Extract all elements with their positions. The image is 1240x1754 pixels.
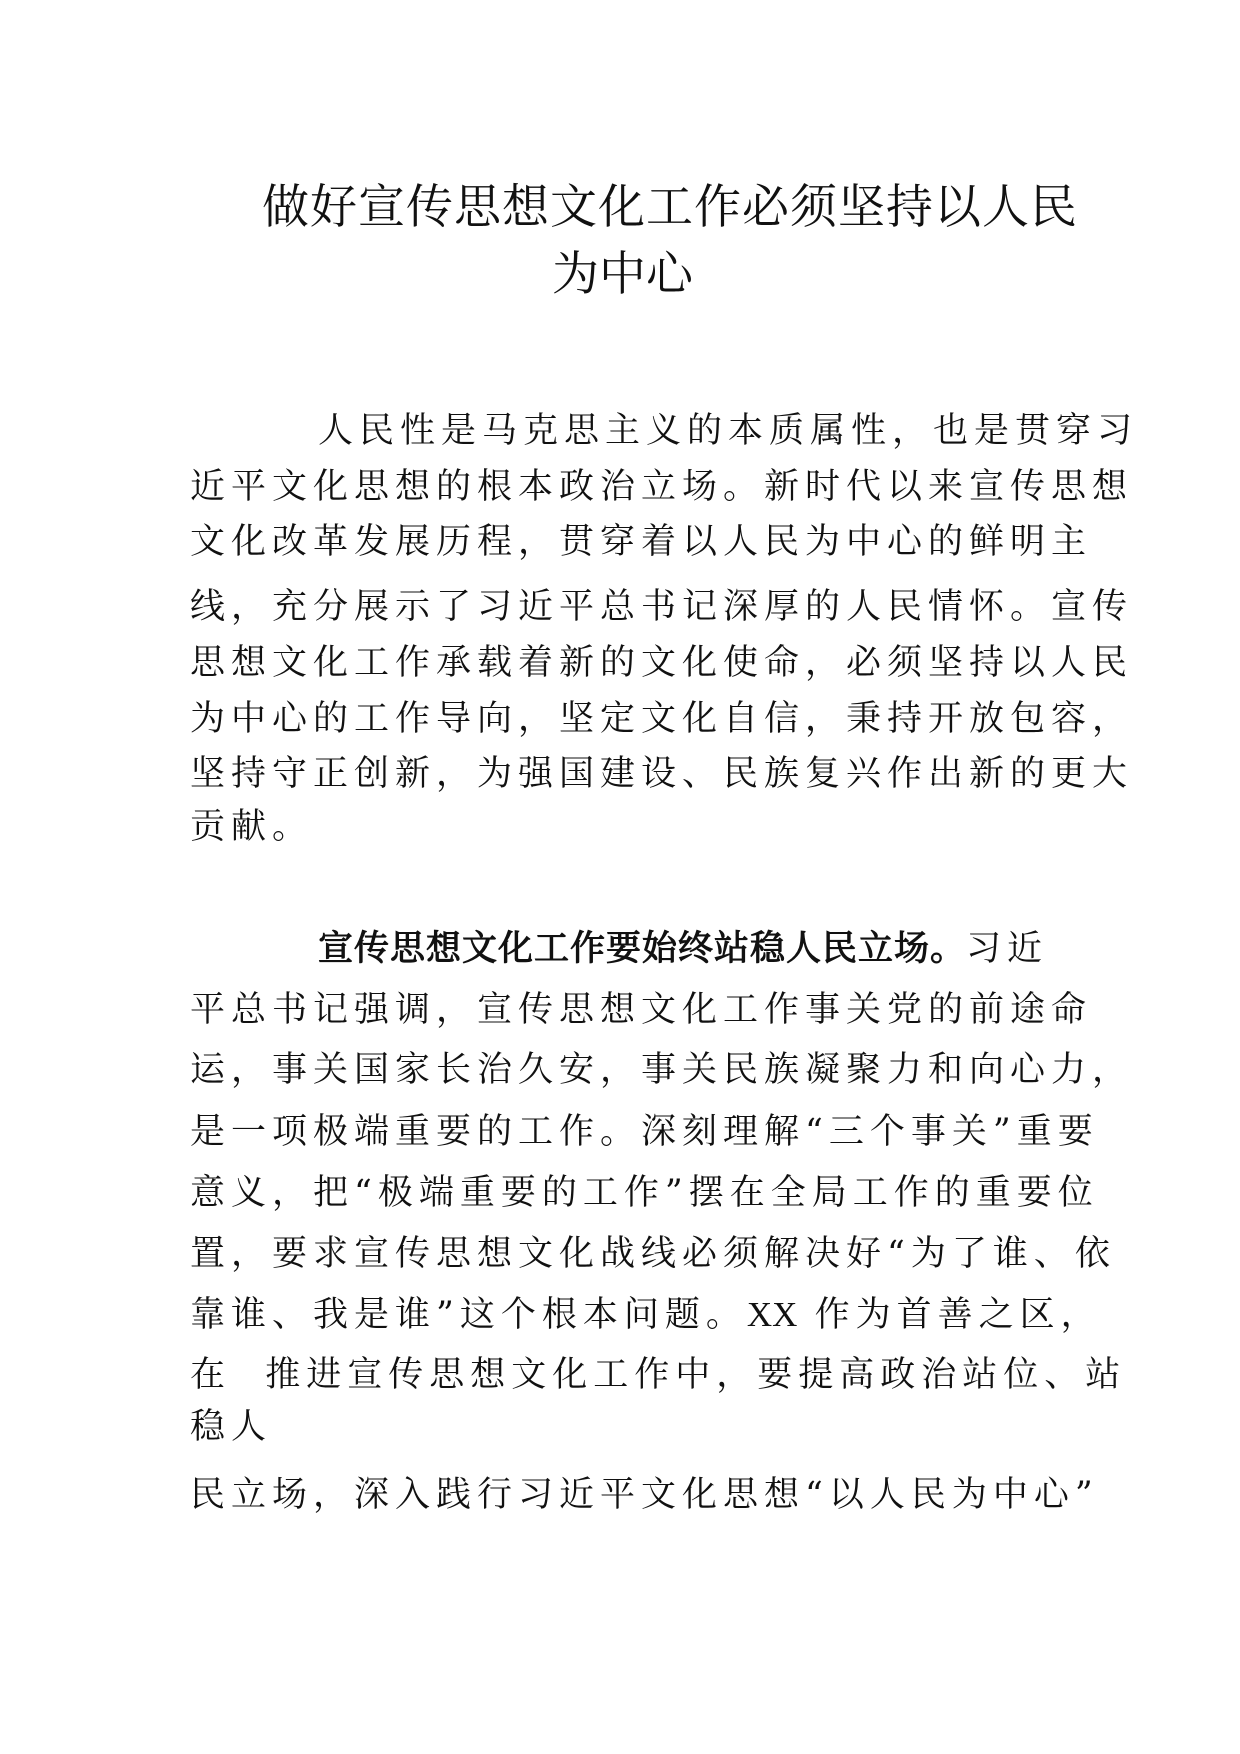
- paragraph-2-line: 意义，把“极端重要的工作”摆在全局工作的重要位: [190, 1173, 1099, 1213]
- paragraph-1-line: 坚持守正创新，为强国建设、民族复兴作出新的更大: [190, 754, 1134, 794]
- paragraph-2-first-line: [318, 929, 1049, 969]
- paragraph-2-line-8-pre: 靠谁、我是谁”这个根本问题。: [190, 1295, 747, 1335]
- paragraph-2-first-line-rest: 习近: [966, 929, 1049, 969]
- paragraph-2-line: 在 推进宣传思想文化工作中，要提高政治站位、站: [190, 1355, 1127, 1395]
- paragraph-1-line: 文化改革发展历程，贯穿着以人民为中心的鲜明主: [190, 522, 1093, 562]
- paragraph-1-line: 思想文化工作承载着新的文化使命，必须坚持以人民: [190, 643, 1134, 683]
- document-title-line-1: 做好宣传思想文化工作必须坚持以人民: [262, 180, 1078, 235]
- paragraph-2-line: 民立场，深入践行习近平文化思想“以人民为中心”: [190, 1475, 1099, 1515]
- paragraph-1-line: 贡献。: [190, 807, 314, 847]
- paragraph-1-line: 线，充分展示了习近平总书记深厚的人民情怀。宣传: [190, 587, 1134, 627]
- paragraph-1-line: 近平文化思想的根本政治立场。新时代以来宣传思想: [190, 467, 1134, 507]
- paragraph-2-line-8: [190, 1297, 1102, 1333]
- paragraph-2-line: 运，事关国家长治久安，事关民族凝聚力和向心力，: [190, 1050, 1134, 1090]
- paragraph-2-line-8-latin: XX: [746, 1295, 798, 1334]
- document-title-line-2: 为中心: [552, 247, 693, 302]
- paragraph-1-line: 人民性是马克思主义的本质属性，也是贯穿习: [318, 411, 1139, 451]
- paragraph-2-line: 平总书记强调，宣传思想文化工作事关党的前途命: [190, 990, 1093, 1030]
- paragraph-2-line: 是一项极端重要的工作。深刻理解“三个事关”重要: [190, 1112, 1099, 1152]
- paragraph-2-bold-lead: 宣传思想文化工作要始终站稳人民立场。: [318, 929, 967, 969]
- paragraph-2-line: 稳人: [190, 1407, 273, 1447]
- paragraph-2-line: 置，要求宣传思想文化战线必须解决好“为了谁、依: [190, 1234, 1116, 1274]
- paragraph-2-line-8-post: 作为首善之区，: [797, 1295, 1102, 1335]
- paragraph-1-line: 为中心的工作导向，坚定文化自信，秉持开放包容，: [190, 699, 1134, 739]
